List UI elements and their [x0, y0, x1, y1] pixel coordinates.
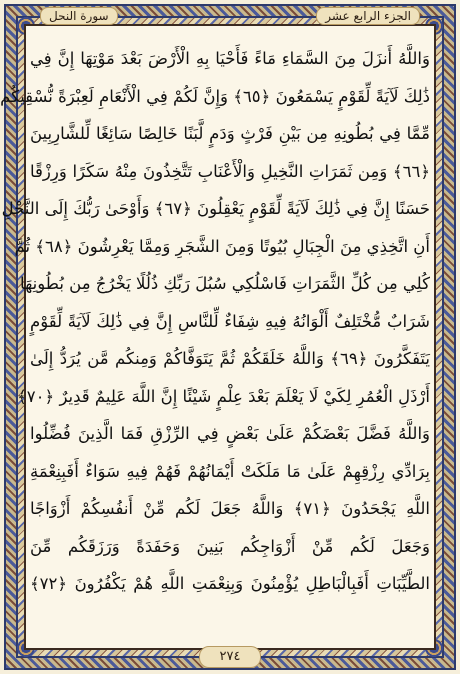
- text-line: وَجَعَلَ لَكُم مِّنْ أَزْوَاجِكُم بَنِينَ وَحَفَدَةً وَرَزَقَكُم مِّنَ: [30, 536, 430, 556]
- text-line: ﴿٦٦﴾ وَمِن ثَمَرَاتِ النَّخِيلِ وَالْأَعْنَابِ تَتَّخِذُونَ مِنْهُ سَكَرًا وَرِزْقًا: [30, 161, 430, 181]
- juz-label: الجزء الرابع عشر: [316, 7, 420, 25]
- text-line: اللَّهِ يَجْحَدُونَ ﴿٧١﴾ وَاللَّهُ جَعَلَ لَكُم مِّنْ أَنفُسِكُمْ أَزْوَاجًا: [30, 499, 430, 518]
- text-line: حَسَنًا إِنَّ فِي ذَٰلِكَ لَآيَةً لِّقَوْمٍ يَعْقِلُونَ ﴿٦٧﴾ وَأَوْحَىٰ رَبُّكَ إِلَى النَّحْلِ: [1, 199, 430, 218]
- text-line: أَرْذَلِ الْعُمُرِ لِكَيْ لَا يَعْلَمَ بَعْدَ عِلْمٍ شَيْئًا إِنَّ اللَّهَ عَلِيمٌ قَدِيرٌ ﴿٧٠﴾: [17, 386, 430, 406]
- text-line: مِّمَّا فِي بُطُونِهِ مِن بَيْنِ فَرْثٍ وَدَمٍ لَّبَنًا خَالِصًا سَائِغًا لِّلشَّارِبِينَ: [30, 124, 430, 143]
- text-line: أَنِ اتَّخِذِي مِنَ الْجِبَالِ بُيُوتًا وَمِنَ الشَّجَرِ وَمِمَّا يَعْرِشُونَ ﴿٦٨﴾ ثُمَّ: [14, 236, 430, 256]
- text-line: وَاللَّهُ فَضَّلَ بَعْضَكُمْ عَلَىٰ بَعْضٍ فِي الرِّزْقِ فَمَا الَّذِينَ فُضِّلُوا: [30, 424, 430, 443]
- text-line: كُلِي مِن كُلِّ الثَّمَرَاتِ فَاسْلُكِي سُبُلَ رَبِّكِ ذُلُلًا يَخْرُجُ مِن بُطُونِهَا: [20, 274, 430, 293]
- page-header: [40, 6, 420, 26]
- surah-label: سورة النحل: [40, 7, 118, 25]
- page-number: ٢٧٤: [199, 646, 261, 668]
- text-line: شَرَابٌ مُّخْتَلِفٌ أَلْوَانُهُ فِيهِ شِفَاءٌ لِّلنَّاسِ إِنَّ فِي ذَٰلِكَ لَآيَةً لِّقَوْمٍ: [30, 311, 430, 331]
- text-line: وَاللَّهُ أَنزَلَ مِنَ السَّمَاءِ مَاءً فَأَحْيَا بِهِ الْأَرْضَ بَعْدَ مَوْتِهَا إِنَّ فِي: [30, 49, 430, 68]
- text-line: يَتَفَكَّرُونَ ﴿٦٩﴾ وَاللَّهُ خَلَقَكُمْ ثُمَّ يَتَوَفَّاكُمْ وَمِنكُم مَّن يُرَدُّ إِلَىٰ: [30, 349, 430, 368]
- text-line: بِرَادِّي رِزْقِهِمْ عَلَىٰ مَا مَلَكَتْ أَيْمَانُهُمْ فَهُمْ فِيهِ سَوَاءٌ أَفَبِنِعْمَةِ: [30, 461, 430, 481]
- text-line: ذَٰلِكَ لَآيَةً لِّقَوْمٍ يَسْمَعُونَ ﴿٦٥﴾ وَإِنَّ لَكُمْ فِي الْأَنْعَامِ لَعِبْرَةً نُّسْقِيكُم: [0, 86, 430, 106]
- verse-text: [0, 40, 430, 634]
- text-line: الطَّيِّبَاتِ أَفَبِالْبَاطِلِ يُؤْمِنُونَ وَبِنِعْمَتِ اللَّهِ هُمْ يَكْفُرُونَ ﴿٧٢﴾: [30, 574, 430, 593]
